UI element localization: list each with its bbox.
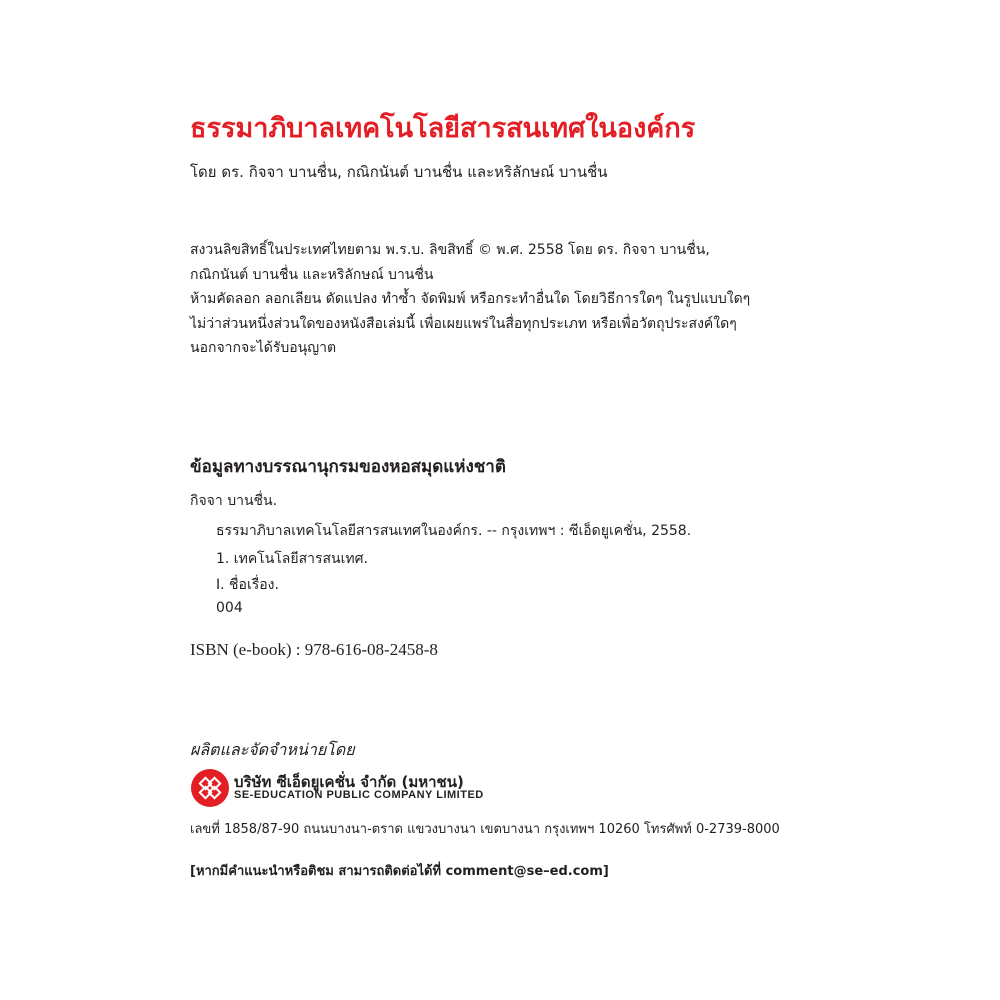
isbn: ISBN (e-book) : 978-616-08-2458-8 <box>190 640 438 659</box>
copyright-line: สงวนลิขสิทธิ์ในประเทศไทยตาม พ.ร.บ. ลิขสิทธิ์ © พ.ศ. 2558 โดย ดร. กิจจา บานชื่น, <box>190 242 710 258</box>
cip-title-line: ธรรมาภิบาลเทคโนโลยีสารสนเทศในองค์กร. -- กรุงเทพฯ : ซีเอ็ดยูเคชั่น, 2558. <box>216 523 692 539</box>
se-ed-logo-icon <box>191 769 229 807</box>
cip-title-entry: I. ชื่อเรื่อง. <box>216 577 279 593</box>
copyright-notice <box>190 238 750 361</box>
book-title: ธรรมาภิบาลเทคโนโลยีสารสนเทศในองค์กร <box>190 113 696 144</box>
logo-circle <box>191 769 229 807</box>
comment-contact: [หากมีคำแนะนำหรือติชม สามารถติดต่อได้ที่ comment@se–ed.com] <box>190 864 609 879</box>
cip-classification: 004 <box>216 600 243 616</box>
cip-subject: 1. เทคโนโลยีสารสนเทศ. <box>216 551 368 567</box>
company-address: เลขที่ 1858/87-90 ถนนบางนา-ตราด แขวงบางนา เขตบางนา กรุงเทพฯ 10260 โทรศัพท์ 0-2739-8000 <box>190 822 780 837</box>
company-name-th: บริษัท ซีเอ็ดยูเคชั่น จำกัด (มหาชน) <box>234 773 464 791</box>
company-name-en: SE-EDUCATION PUBLIC COMPANY LIMITED <box>234 789 484 801</box>
cip-author: กิจจา บานชื่น. <box>190 493 278 509</box>
cip-heading: ข้อมูลทางบรรณานุกรมของหอสมุดแห่งชาติ <box>190 457 506 477</box>
copyright-line: นอกจากจะได้รับอนุญาต <box>190 340 337 356</box>
copyright-line: กณิกนันต์ บานชื่น และหริลักษณ์ บานชื่น <box>190 266 434 283</box>
copyright-line: ไม่ว่าส่วนหนึ่งส่วนใดของหนังสือเล่มนี้ เพื่อเผยแพร่ในสื่อทุกประเภท หรือเพื่อวัตถุประสงค์ใดๆ <box>190 315 737 332</box>
authors-line: โดย ดร. กิจจา บานชื่น, กณิกนันต์ บานชื่น และหริลักษณ์ บานชื่น <box>190 163 608 181</box>
copyright-line: ห้ามคัดลอก ลอกเลียน ดัดแปลง ทำซ้ำ จัดพิมพ์ หรือกระทำอื่นใด โดยวิธีการใดๆ ในรูปแบบใดๆ <box>190 291 751 307</box>
distributor-label: ผลิตและจัดจำหน่ายโดย <box>190 740 355 759</box>
